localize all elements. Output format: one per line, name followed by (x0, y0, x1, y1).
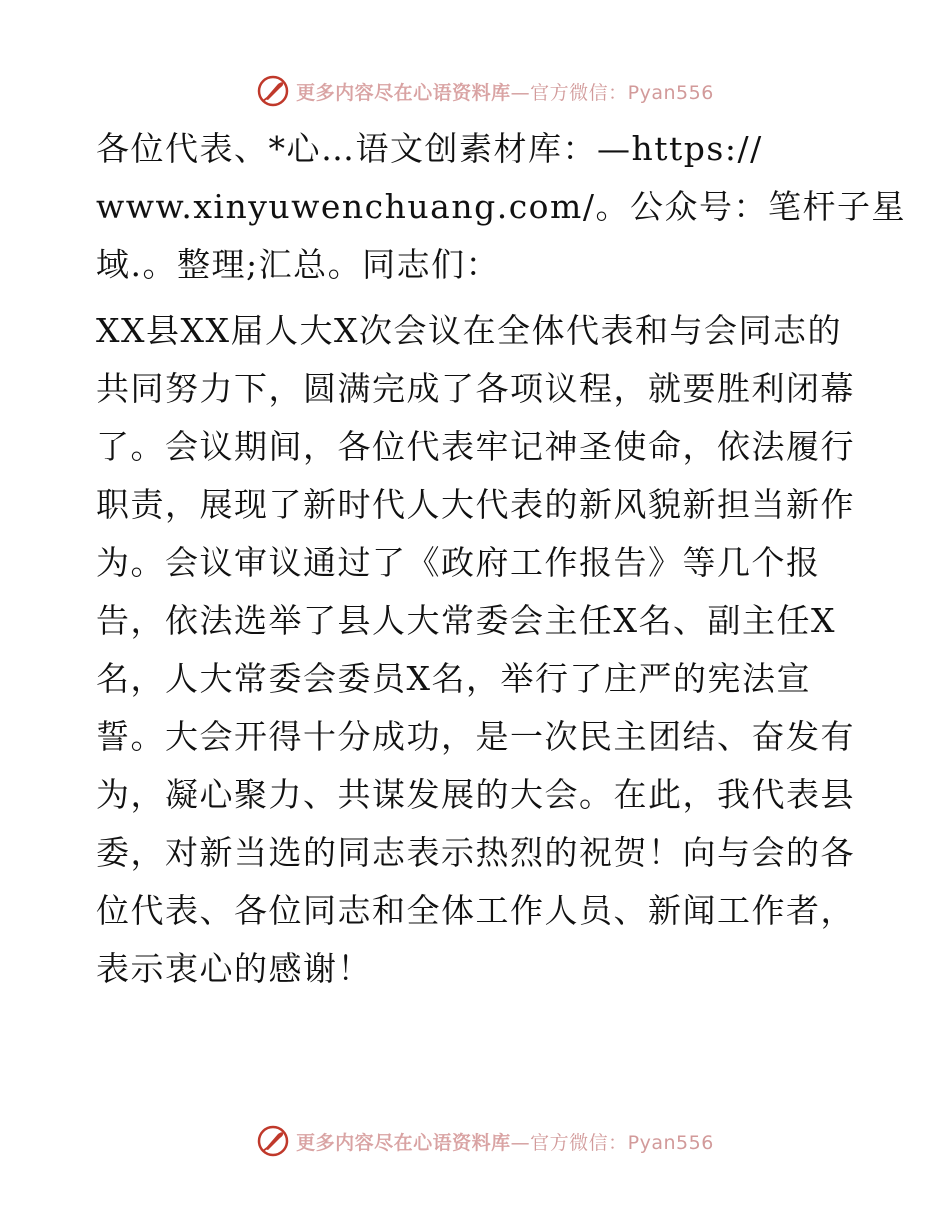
header-banner-text (296, 78, 714, 105)
footer-banner-content (256, 1124, 714, 1158)
paragraph-main (96, 302, 856, 998)
header-banner (0, 71, 950, 111)
quill-pen-logo-icon (256, 1124, 290, 1158)
text-line: 誓。大会开得十分成功，是一次民主团结、奋发有 (96, 717, 855, 756)
quill-pen-logo-icon (256, 74, 290, 108)
header-banner-content (256, 74, 714, 108)
text-line: www.xinyuwenchuang.com/。公众号：笔杆子星 (96, 187, 906, 226)
text-line: 表示衷心的感谢！ (96, 949, 372, 988)
text-line: 告，依法选举了县人大常委会主任X名、副主任X (96, 601, 836, 640)
text-line: 名，人大常委会委员X名，举行了庄严的宪法宣 (96, 659, 811, 698)
text-line: 各位代表、*心…语文创素材库：—https:// (96, 129, 763, 168)
text-line: 委，对新当选的同志表示热烈的祝贺！向与会的各 (96, 833, 855, 872)
text-line: 共同努力下，圆满完成了各项议程，就要胜利闭幕 (96, 369, 855, 408)
document-body (96, 120, 906, 998)
text-line: 了。会议期间，各位代表牢记神圣使命，依法履行 (96, 427, 855, 466)
text-line: 域.。整理;汇总。同志们： (96, 245, 501, 284)
text-line: 位代表、各位同志和全体工作人员、新闻工作者， (96, 891, 855, 930)
text-line: 为。会议审议通过了《政府工作报告》等几个报 (96, 543, 821, 582)
footer-banner-main: 更多内容尽在心语资料库 (296, 1131, 511, 1154)
paragraph-intro (96, 120, 906, 294)
footer-banner-wechat: —官方微信：Pyan556 (510, 1131, 714, 1154)
header-banner-main: 更多内容尽在心语资料库 (296, 81, 511, 104)
footer-banner-text (296, 1128, 714, 1155)
text-line: XX县XX届人大X次会议在全体代表和与会同志的 (96, 311, 842, 350)
text-line: 为，凝心聚力、共谋发展的大会。在此，我代表县 (96, 775, 855, 814)
footer-banner (0, 1121, 950, 1161)
header-banner-wechat: —官方微信：Pyan556 (510, 81, 714, 104)
text-line: 职责，展现了新时代人大代表的新风貌新担当新作 (96, 485, 855, 524)
paragraph-gap (96, 294, 856, 302)
